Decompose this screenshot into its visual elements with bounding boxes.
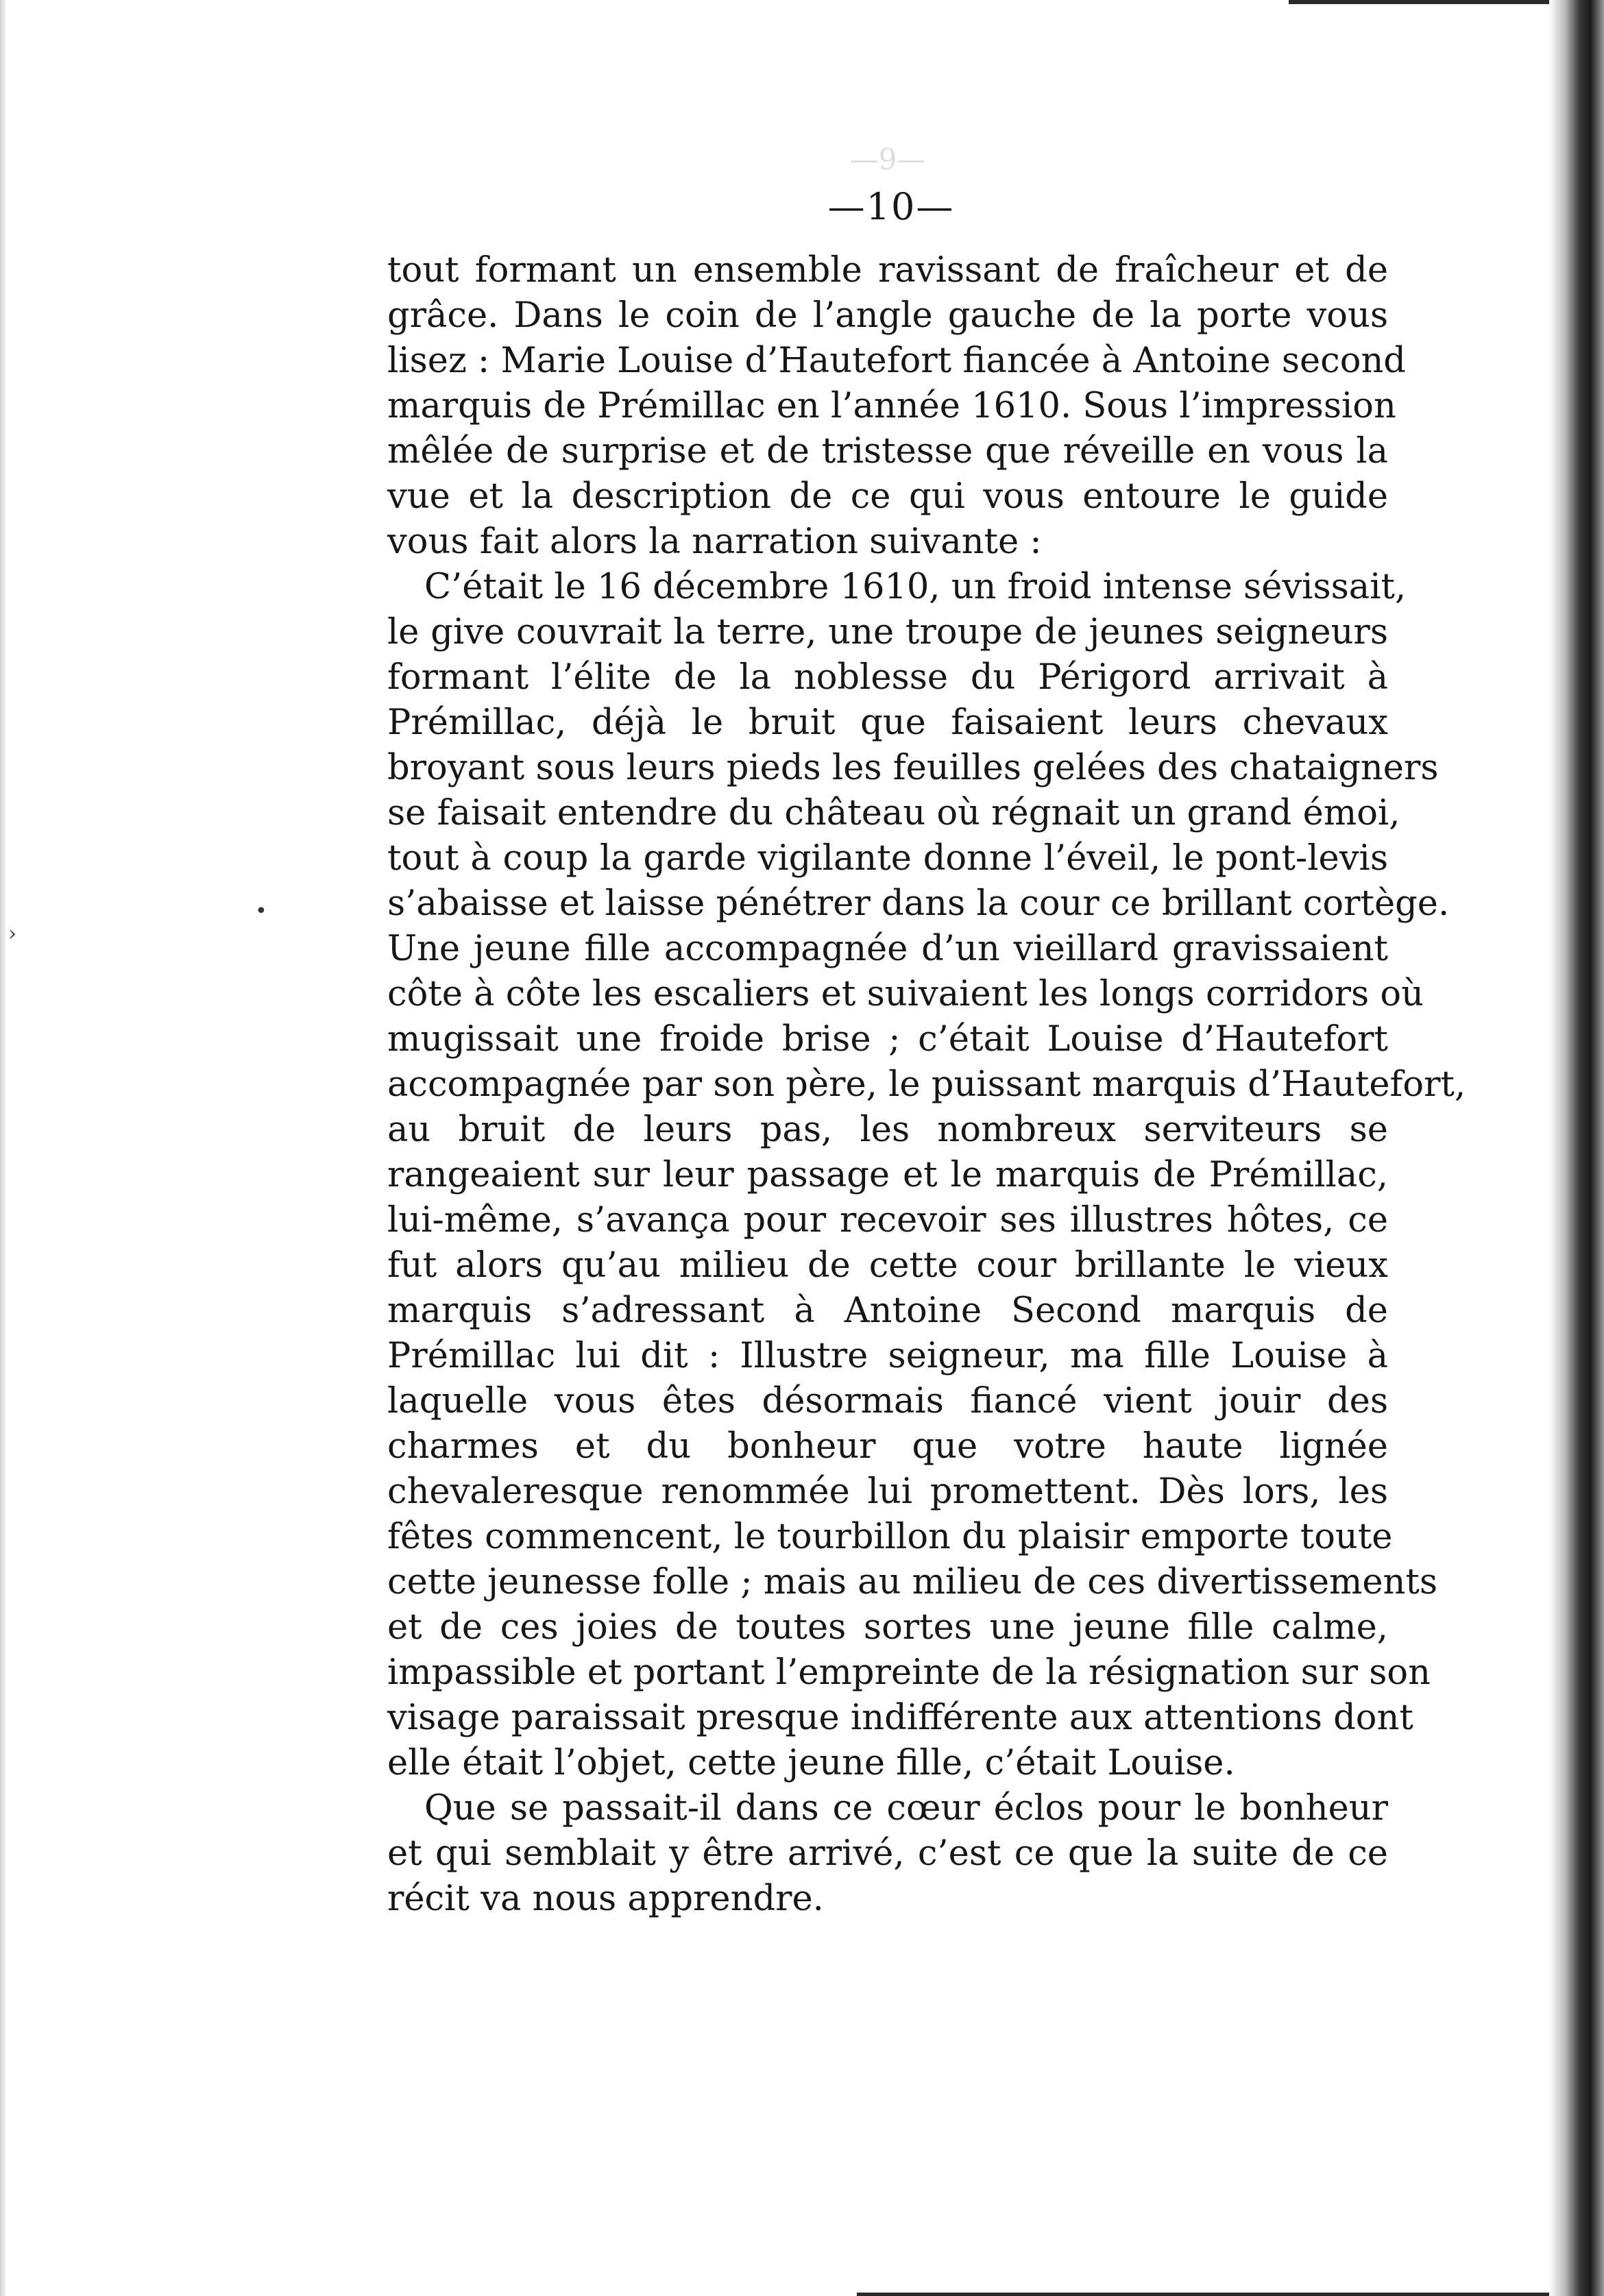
body-text (387, 248, 1466, 1922)
scan-left-edge (0, 0, 7, 2296)
text-line: formant l’élite de la noblesse du Périgord arrivait à (387, 657, 1388, 698)
text-line: charmes et du bonheur que votre haute lignée (387, 1426, 1388, 1467)
text-line: mugissait une froide brise ; c’était Louise d’Hautefort (387, 1019, 1388, 1060)
text-line: broyant sous leurs pieds les feuilles gelées des chataigners (387, 748, 1439, 788)
text-line: marquis s’adressant à Antoine Second marquis de (387, 1291, 1388, 1331)
text-line: grâce. Dans le coin de l’angle gauche de la porte vous (387, 295, 1388, 336)
text-line: rangeaient sur leur passage et le marquis de Prémillac, (387, 1155, 1388, 1195)
text-line: vue et la description de ce qui vous entoure le guide (387, 476, 1388, 517)
text-line: tout à coup la garde vigilante donne l’éveil, le pont-levis (387, 838, 1388, 879)
margin-mark-left-edge: › (8, 922, 16, 946)
ghost-page-number: —9— (849, 143, 926, 176)
text-line: Une jeune fille accompagnée d’un vieillard gravissaient (387, 929, 1388, 969)
text-line: côte à côte les escaliers et suivaient les longs corridors où (387, 974, 1424, 1014)
text-line: mêlée de surprise et de tristesse que réveille en vous la (387, 431, 1388, 472)
text-line: lisez : Marie Louise d’Hautefort fiancée à Antoine second (387, 341, 1406, 381)
text-line: et de ces joies de toutes sortes une jeune fille calme, (387, 1607, 1388, 1648)
text-line: et qui semblait y être arrivé, c’est ce que la suite de ce (387, 1833, 1388, 1874)
text-line: laquelle vous êtes désormais fiancé vient jouir des (387, 1381, 1388, 1421)
page-number: —10— (827, 185, 955, 228)
scan-top-rule (1289, 0, 1563, 4)
text-line: elle était l’objet, cette jeune fille, c’était Louise. (387, 1743, 1235, 1783)
text-line: le give couvrait la terre, une troupe de jeunes seigneurs (387, 612, 1388, 652)
text-line: fêtes commencent, le tourbillon du plaisir emporte toute (387, 1517, 1393, 1557)
text-line: Prémillac, déjà le bruit que faisaient leurs chevaux (387, 703, 1388, 743)
text-line: Prémillac lui dit : Illustre seigneur, ma fille Louise à (387, 1336, 1388, 1376)
text-line: tout formant un ensemble ravissant de fraîcheur et de (387, 250, 1388, 291)
text-line: lui-même, s’avança pour recevoir ses illustres hôtes, ce (387, 1200, 1388, 1241)
text-line: se faisait entendre du château où régnait un grand émoi, (387, 793, 1400, 833)
text-line: récit va nous apprendre. (387, 1879, 824, 1919)
text-line: marquis de Prémillac en l’année 1610. Sous l’impression (387, 386, 1396, 426)
text-line: cette jeunesse folle ; mais au milieu de ces divertissements (387, 1562, 1438, 1602)
text-line: Que se passait-il dans ce cœur éclos pour le bonheur (424, 1788, 1388, 1829)
text-line: visage paraissait presque indifférente aux attentions dont (387, 1698, 1413, 1738)
text-line: C’était le 16 décembre 1610, un froid intense sévissait, (424, 567, 1407, 607)
text-line: au bruit de leurs pas, les nombreux serviteurs se (387, 1110, 1388, 1150)
text-line: fut alors qu’au milieu de cette cour brillante le vieux (387, 1245, 1388, 1286)
text-line: s’abaisse et laisse pénétrer dans la cour ce brillant cortège. (387, 883, 1450, 924)
scan-right-edge (1549, 0, 1604, 2296)
text-line: vous fait alors la narration suivante : (387, 522, 1042, 562)
text-line: chevaleresque renommée lui promettent. Dès lors, les (387, 1471, 1388, 1512)
margin-mark-dot: • (255, 899, 267, 923)
text-line: impassible et portant l’empreinte de la résignation sur son (387, 1652, 1431, 1693)
scan-bottom-rule (857, 2293, 1549, 2296)
text-line: accompagnée par son père, le puissant marquis d’Hautefort, (387, 1064, 1466, 1105)
